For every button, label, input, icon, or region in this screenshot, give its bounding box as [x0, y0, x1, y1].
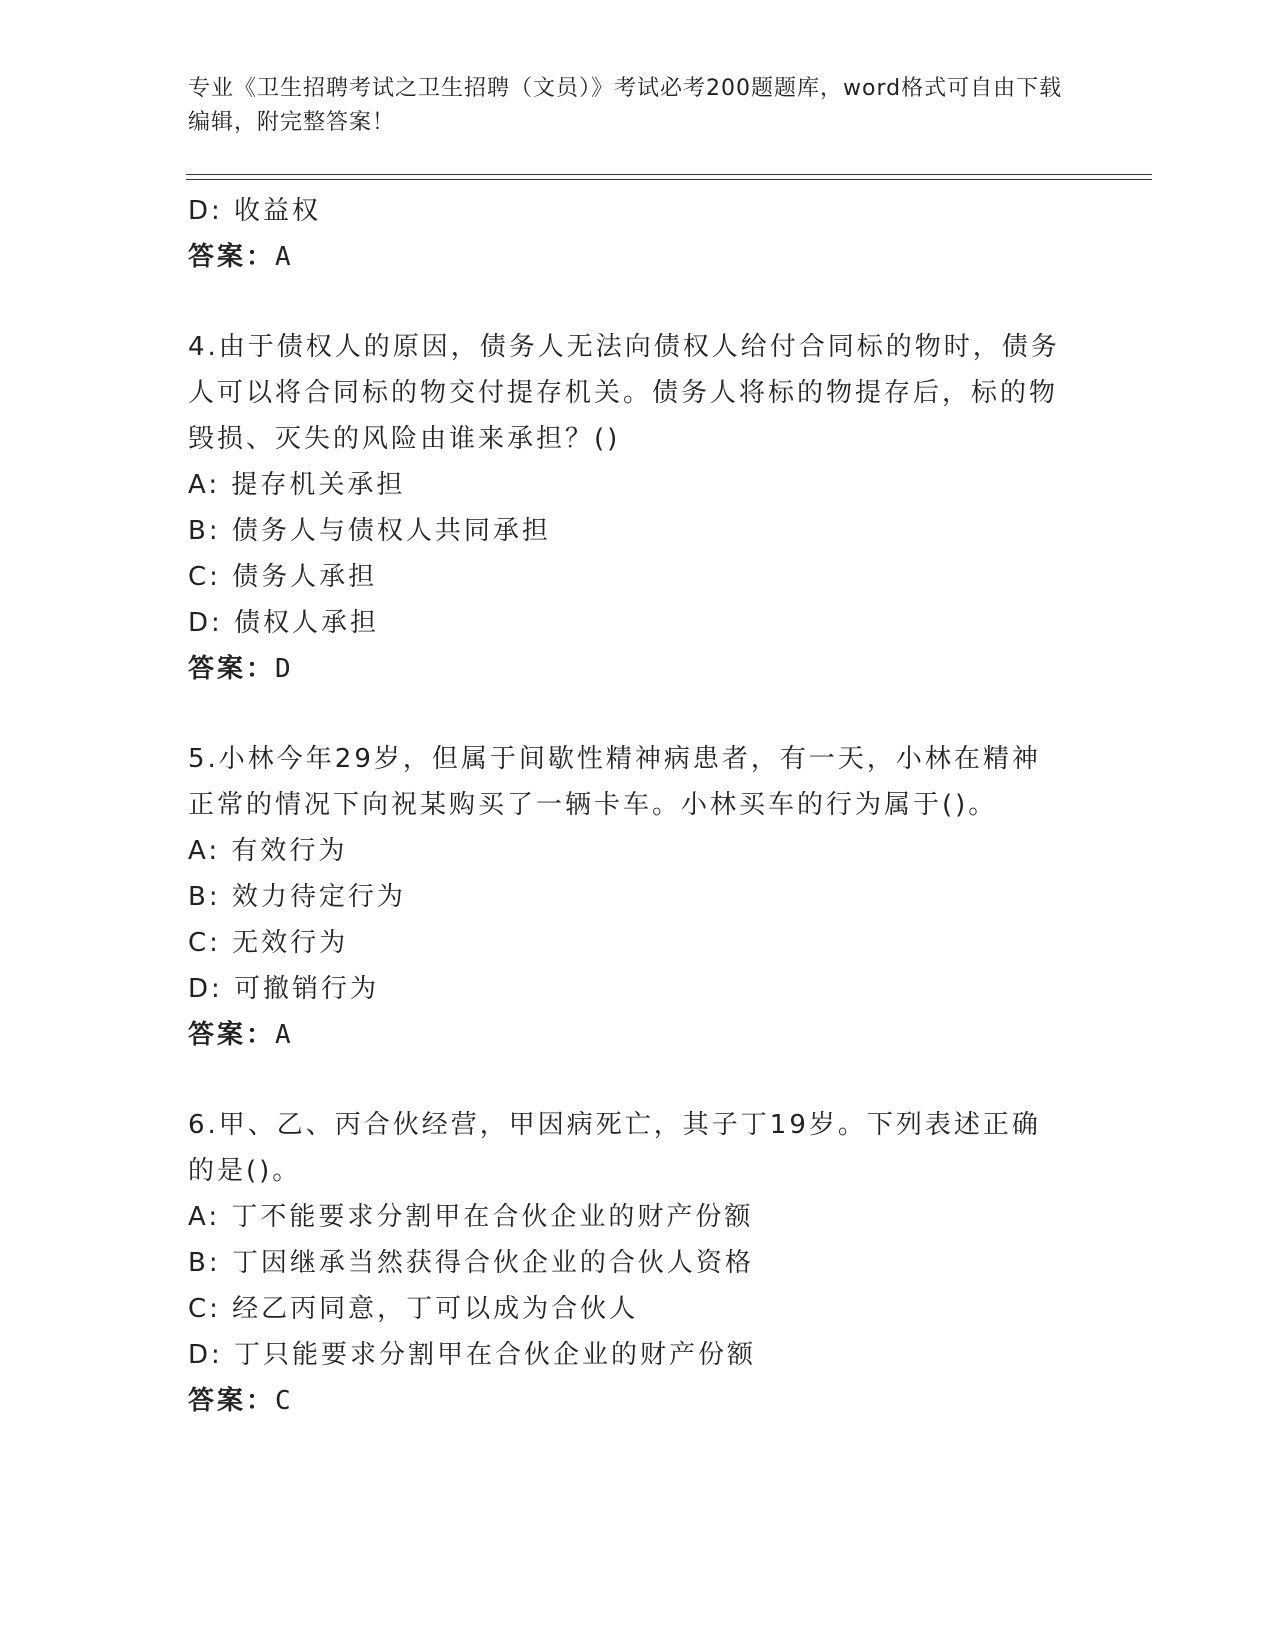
option-d: D: 债权人承担 — [188, 608, 380, 638]
answer-label: 答案： — [188, 1386, 276, 1416]
option-b: B: 丁因继承当然获得合伙企业的合伙人资格 — [188, 1248, 754, 1278]
option-a: A: 有效行为 — [188, 836, 348, 866]
option-d: D: 丁只能要求分割甲在合伙企业的财产份额 — [188, 1340, 757, 1370]
answer-label: 答案： — [188, 654, 276, 684]
option-d: D: 可撤销行为 — [188, 974, 380, 1004]
prev-answer — [188, 234, 1088, 280]
option-b: B: 效力待定行为 — [188, 882, 406, 912]
question-stem: 4.由于债权人的原因，债务人无法向债权人给付合同标的物时，债务人可以将合同标的物交付提存机关。债务人将标的物提存后，标的物毁损、灭失的风险由谁来承担？() — [188, 332, 1060, 454]
answer — [188, 646, 1088, 692]
option-c: C: 债务人承担 — [188, 562, 378, 592]
option-b: B: 债务人与债权人共同承担 — [188, 516, 551, 546]
document-header: 专业《卫生招聘考试之卫生招聘（文员）》考试必考200题题库，word格式可自由下载编辑，附完整答案！ — [188, 76, 1063, 135]
answer-label: 答案： — [188, 1020, 276, 1050]
header-divider-top — [186, 174, 1152, 175]
answer-value: D — [275, 654, 294, 684]
answer-value: C — [275, 1386, 294, 1416]
header-divider-bottom — [186, 179, 1152, 180]
option-a: A: 丁不能要求分割甲在合伙企业的财产份额 — [188, 1202, 754, 1232]
answer — [188, 1378, 1088, 1424]
answer-value: A — [275, 242, 294, 272]
question-content — [188, 188, 1088, 1424]
question-4 — [188, 324, 1088, 692]
answer-label: 答案： — [188, 242, 276, 272]
option-c: C: 无效行为 — [188, 928, 349, 958]
question-5 — [188, 736, 1088, 1058]
question-stem: 5.小林今年29岁，但属于间歇性精神病患者，有一天，小林在精神正常的情况下向祝某购买了一辆卡车。小林买车的行为属于()。 — [188, 744, 1041, 820]
prev-option-d: D: 收益权 — [188, 196, 322, 226]
answer-value: A — [275, 1020, 294, 1050]
question-6 — [188, 1102, 1088, 1424]
answer — [188, 1012, 1088, 1058]
option-a: A: 提存机关承担 — [188, 470, 406, 500]
question-stem: 6.甲、乙、丙合伙经营，甲因病死亡，其子丁19岁。下列表述正确的是()。 — [188, 1110, 1041, 1186]
option-c: C: 经乙丙同意，丁可以成为合伙人 — [188, 1294, 639, 1324]
